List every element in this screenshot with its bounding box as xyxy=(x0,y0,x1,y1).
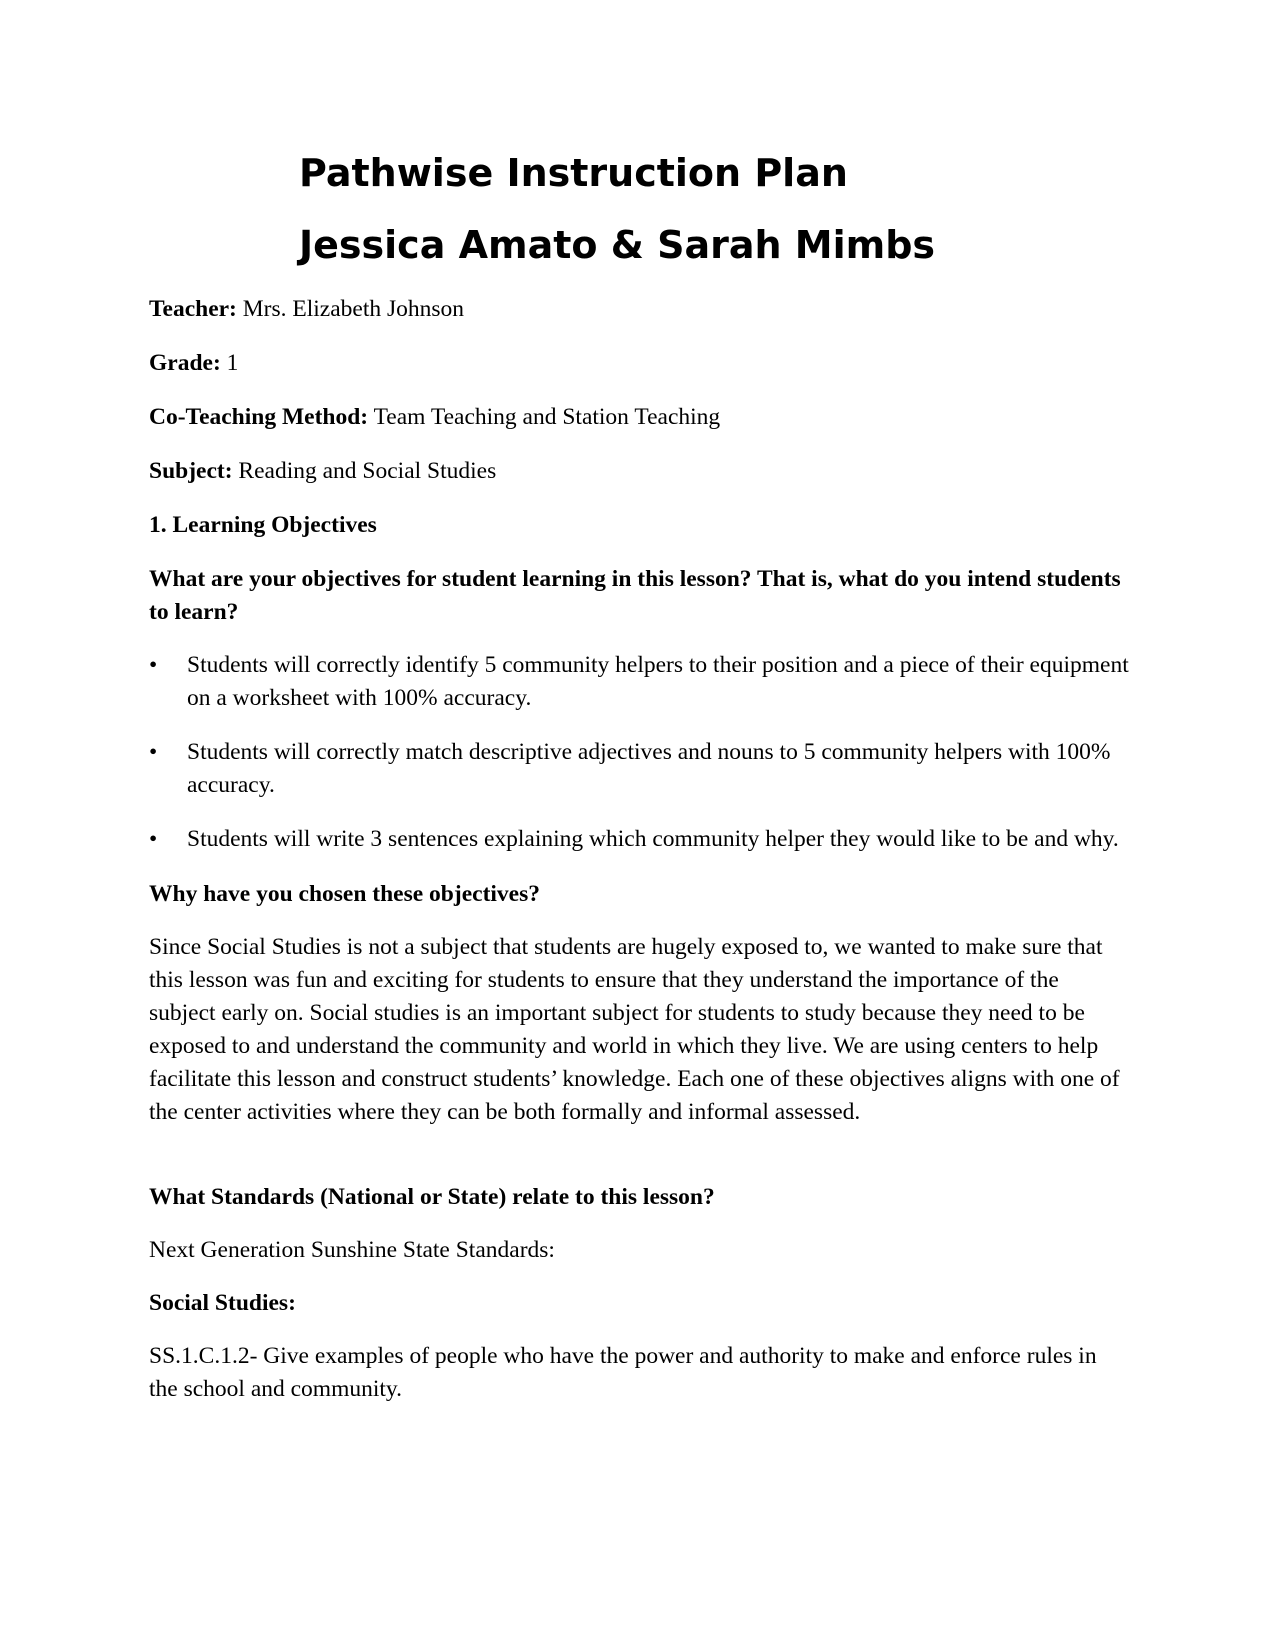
objectives-list xyxy=(149,649,1129,856)
co-teaching-method-value: Team Teaching and Station Teaching xyxy=(373,404,721,430)
objective-item: • Students will correctly match descriptive adjectives and nouns to 5 community helpers with 100% accuracy. xyxy=(149,736,1129,802)
document-authors: Jessica Amato & Sarah Mimbs xyxy=(299,223,936,267)
teacher-label: Teacher: xyxy=(149,296,237,322)
subject-value: Reading and Social Studies xyxy=(238,458,497,484)
teacher-field xyxy=(149,293,1129,326)
document-body xyxy=(149,293,1129,1426)
standards-question: What Standards (National or State) relate to this lesson? xyxy=(149,1184,715,1210)
why-objectives-question: Why have you chosen these objectives? xyxy=(149,881,540,907)
objective-item: • Students will write 3 sentences explaining which community helper they would like to be and why. xyxy=(149,823,1129,856)
grade-label: Grade: xyxy=(149,350,221,376)
co-teaching-method-label: Co-Teaching Method: xyxy=(149,404,369,430)
subject-label: Subject: xyxy=(149,458,233,484)
grade-field xyxy=(149,347,1129,380)
standards-intro: Next Generation Sunshine State Standards: xyxy=(149,1237,555,1263)
subject-field xyxy=(149,455,1129,488)
teacher-value: Mrs. Elizabeth Johnson xyxy=(242,296,465,322)
co-teaching-method-field xyxy=(149,401,1129,434)
section-heading-learning-objectives: 1. Learning Objectives xyxy=(149,512,377,538)
objectives-question: What are your objectives for student learning in this lesson? That is, what do you intend students to learn? xyxy=(149,566,1121,625)
standard-ss-1-c-1-2: SS.1.C.1.2- Give examples of people who have the power and authority to make and enforce rules in the school and community. xyxy=(149,1343,1097,1402)
grade-value: 1 xyxy=(226,350,239,376)
objective-item: • Students will correctly identify 5 community helpers to their position and a piece of their equipment on a worksheet with 100% accuracy. xyxy=(149,649,1129,715)
document-title: Pathwise Instruction Plan xyxy=(299,151,848,195)
social-studies-label: Social Studies: xyxy=(149,1290,296,1316)
why-objectives-answer: Since Social Studies is not a subject that students are hugely exposed to, we wanted to make sure that this lesson was fun and exciting for students to ensure that they understand the importance of the subject early on. Social studies is an important subject for students to study because they need to be exposed to and understand the community and world in which they live. We are using centers to help facilitate this lesson and construct students’ knowledge. Each one of these objectives aligns with one of the center activities where they can be both formally and informal assessed. xyxy=(149,934,1120,1125)
